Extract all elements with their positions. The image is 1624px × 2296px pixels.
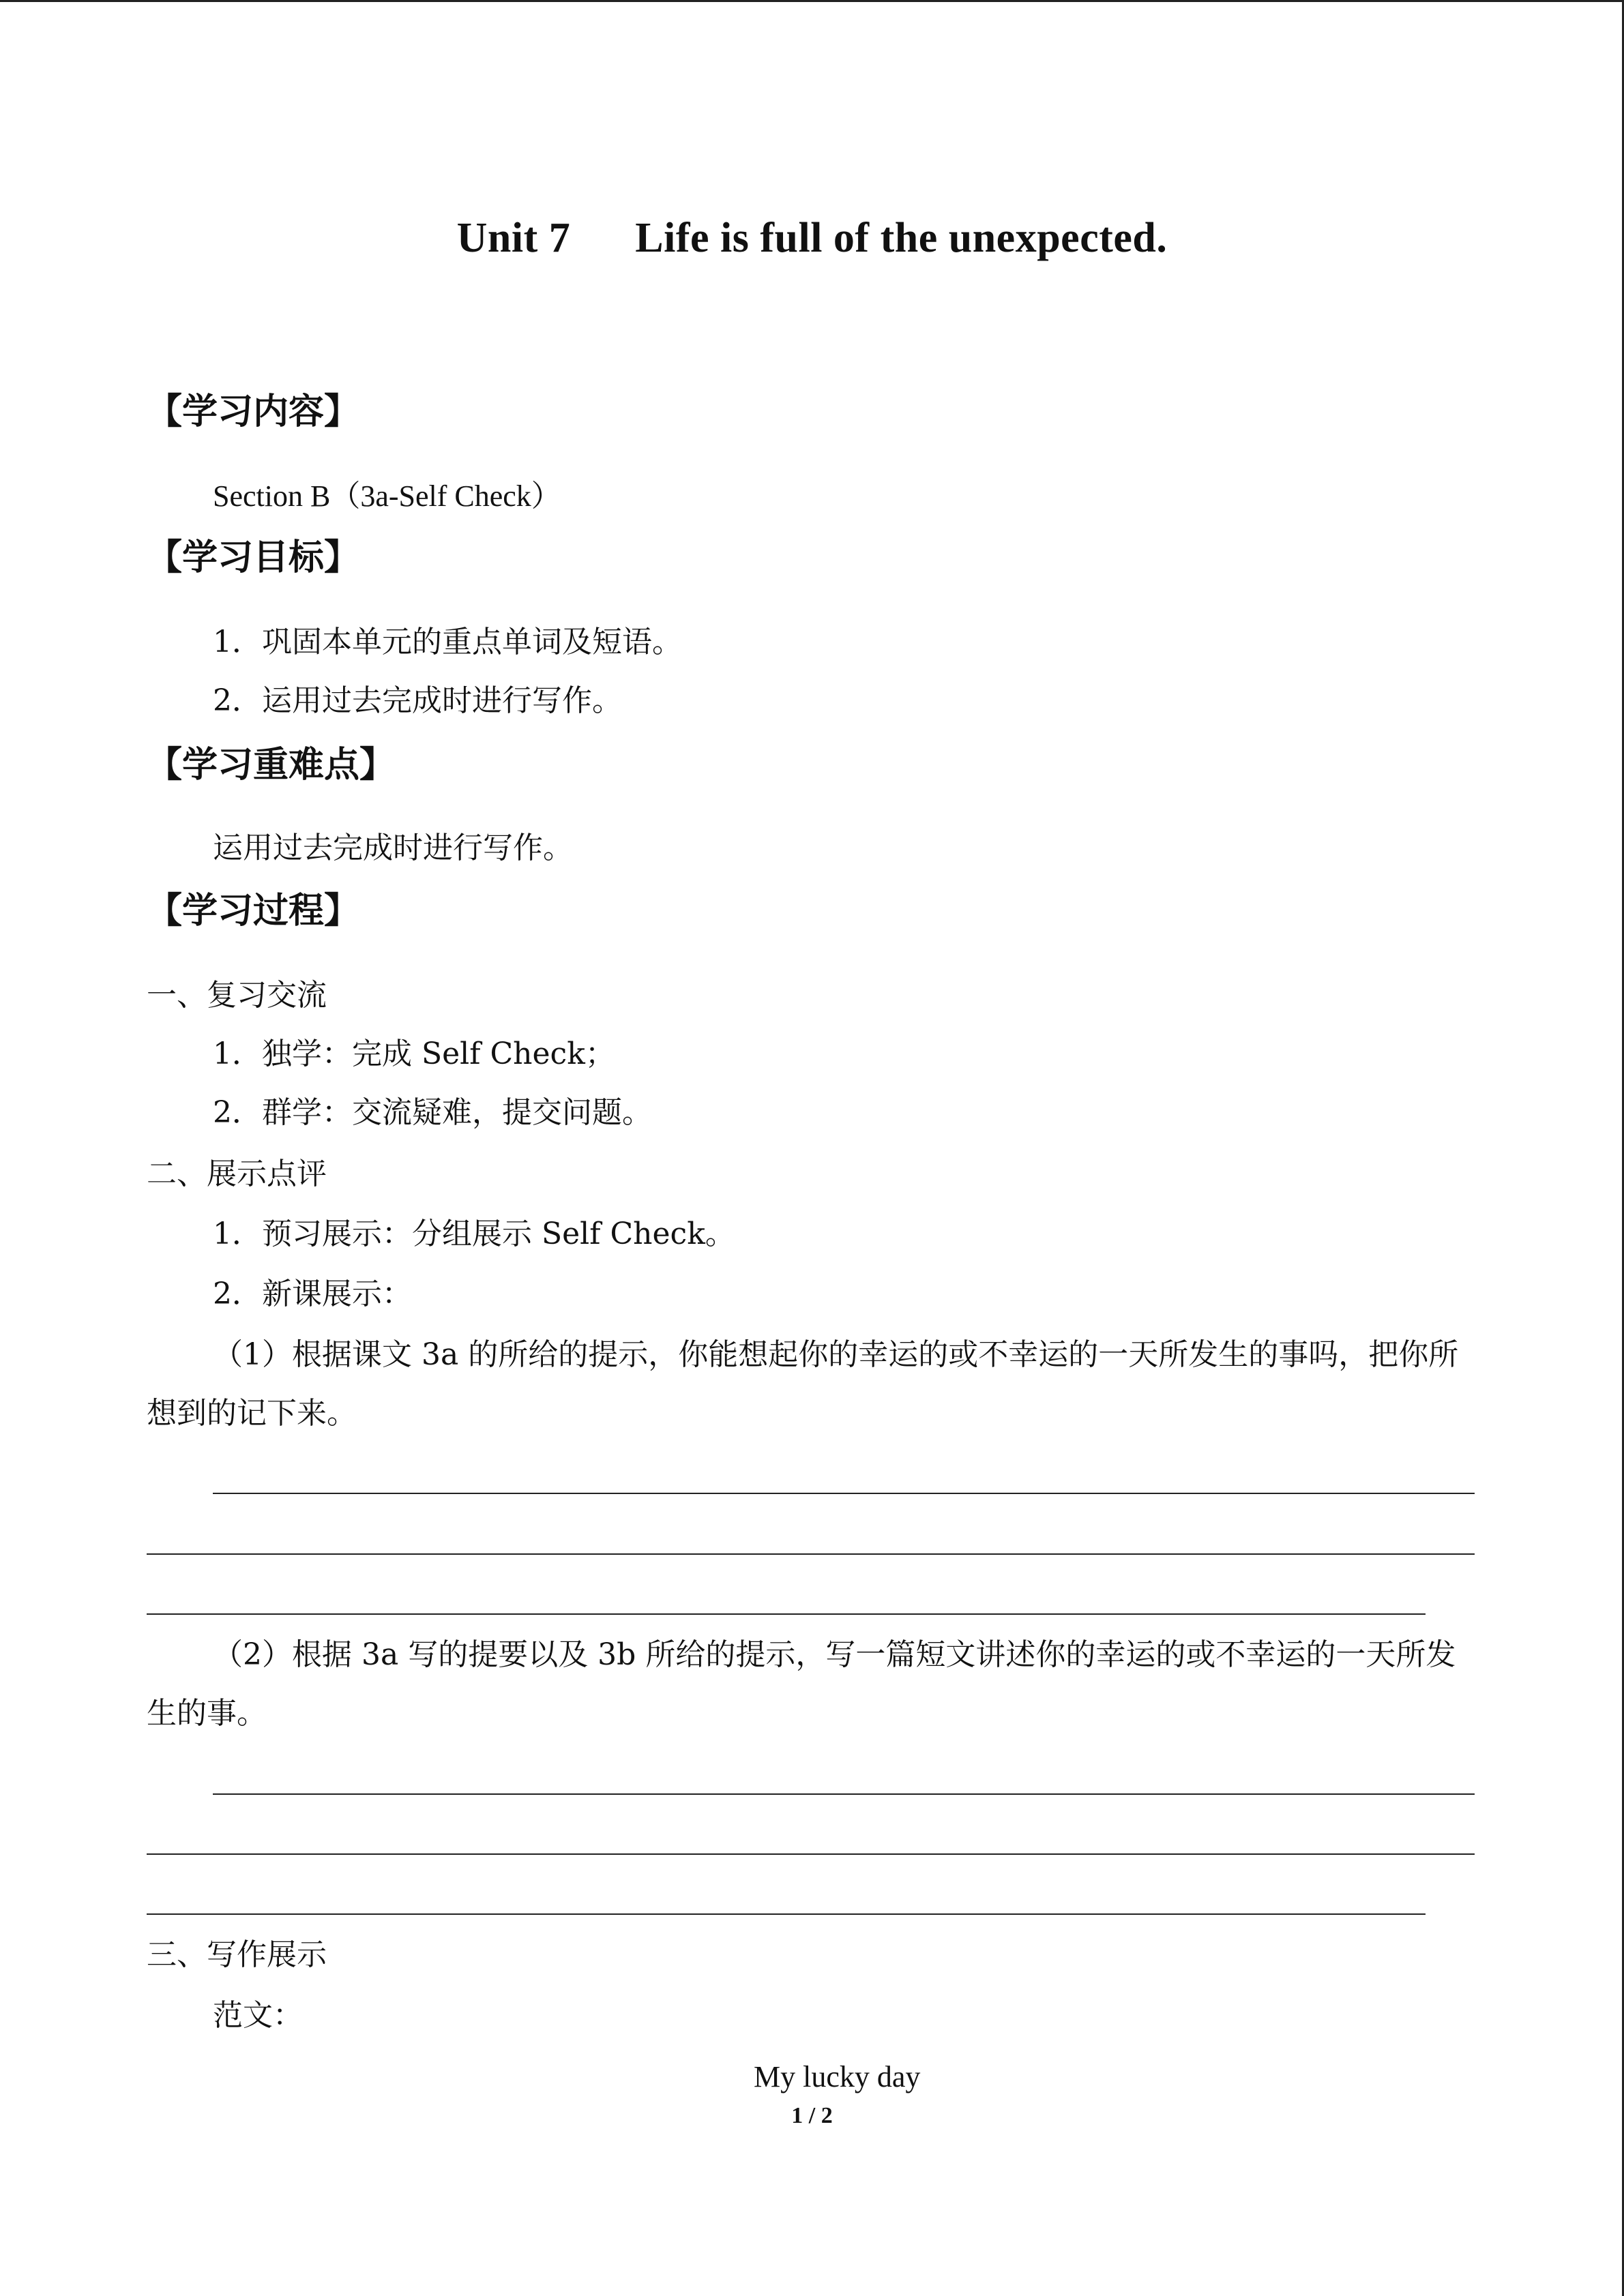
part3-title: 三、写作展示 xyxy=(147,1937,327,1972)
heading-learning-goals: 【学习目标】 xyxy=(147,537,360,578)
answer-line xyxy=(147,1553,1475,1555)
heading-learning-process: 【学习过程】 xyxy=(147,891,360,931)
document-title xyxy=(0,217,1624,259)
part1-item-2: 2．群学：交流疑难，提交问题。 xyxy=(213,1095,652,1130)
task-2-instruction: （2）根据 3a 写的提要以及 3b 所给的提示，写一篇短文讲述你的幸运的或不幸运的一天所发生的事。 xyxy=(147,1637,1456,1731)
part1-title: 一、复习交流 xyxy=(147,978,327,1013)
answer-line xyxy=(147,1853,1475,1855)
goal-item-2: 2．运用过去完成时进行写作。 xyxy=(213,683,622,718)
key-points-text: 运用过去完成时进行写作。 xyxy=(213,831,573,865)
part1-item-1: 1．独学：完成 Self Check； xyxy=(213,1037,615,1071)
task-1-instruction: （1）根据课文 3a 的所给的提示，你能想起你的幸运的或不幸运的一天所发生的事吗，把你所想到的记下来。 xyxy=(147,1337,1459,1431)
sample-label: 范文： xyxy=(213,1998,303,2033)
title-text: Life is full of the unexpected. xyxy=(635,215,1168,261)
heading-learning-content: 【学习内容】 xyxy=(147,391,360,432)
answer-line xyxy=(213,1493,1475,1494)
answer-line xyxy=(147,1613,1426,1615)
learning-content-text: Section B（3a-Self Check） xyxy=(213,479,561,513)
heading-key-points: 【学习重难点】 xyxy=(147,745,396,786)
part2-title: 二、展示点评 xyxy=(147,1157,327,1191)
answer-line xyxy=(147,1913,1426,1915)
page-number: 1 / 2 xyxy=(791,2103,833,2128)
goal-item-1: 1．巩固本单元的重点单词及短语。 xyxy=(213,625,682,659)
page-top-border xyxy=(0,0,1624,2)
answer-line xyxy=(213,1793,1475,1795)
sample-essay-title: My lucky day xyxy=(754,2060,921,2093)
part2-item-1: 1．预习展示：分组展示 Self Check。 xyxy=(213,1217,735,1251)
part2-item-2: 2．新课展示： xyxy=(213,1277,412,1311)
title-unit: Unit 7 xyxy=(456,215,571,261)
